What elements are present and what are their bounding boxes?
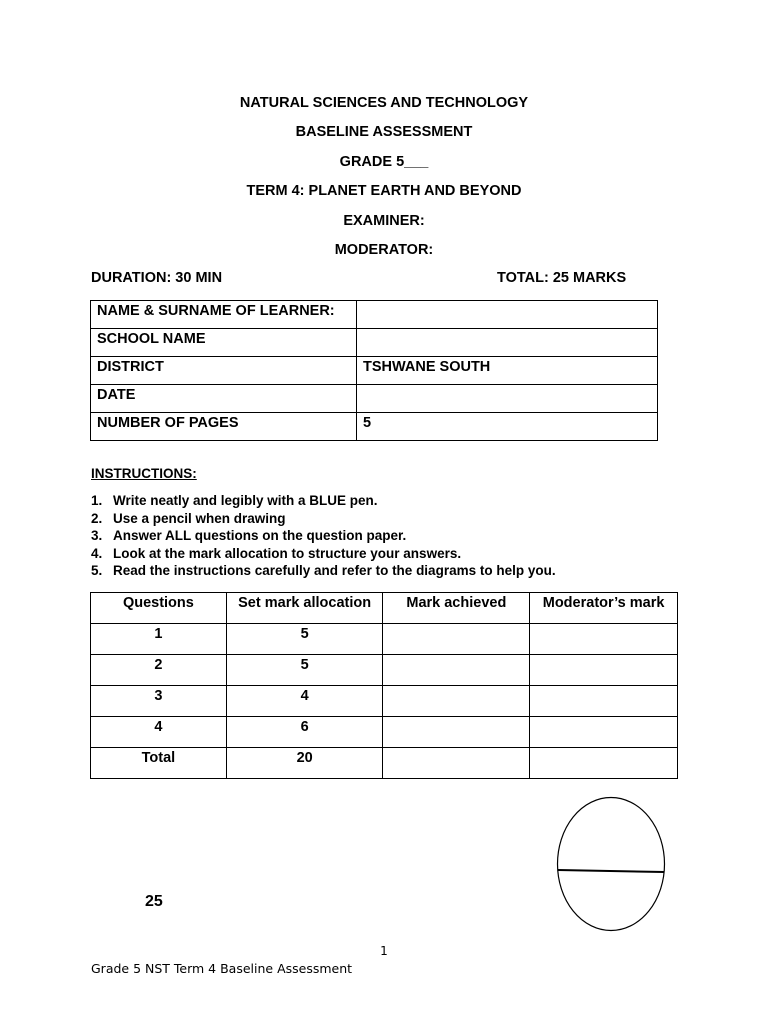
moderator-cell[interactable] (530, 748, 678, 779)
item-number: 5. (91, 563, 103, 578)
item-text: Write neatly and legibly with a BLUE pen. (113, 493, 378, 508)
achieved-cell[interactable] (383, 686, 530, 717)
info-label: NUMBER OF PAGES (91, 413, 357, 441)
achieved-cell[interactable] (383, 624, 530, 655)
list-item (91, 492, 556, 510)
question-cell: 2 (91, 655, 227, 686)
item-number: 2. (91, 510, 103, 526)
achieved-cell[interactable] (383, 748, 530, 779)
info-label: DISTRICT (91, 357, 357, 385)
table-row (91, 301, 658, 329)
list-item (91, 527, 556, 545)
question-cell: Total (91, 748, 227, 779)
column-header: Set mark allocation (226, 593, 383, 624)
allocation-cell: 5 (226, 655, 383, 686)
list-item (91, 545, 556, 563)
question-cell: 3 (91, 686, 227, 717)
assessment-title: BASELINE ASSESSMENT (295, 124, 473, 140)
allocation-cell: 5 (226, 624, 383, 655)
table-header-row (91, 593, 678, 624)
question-cell: 4 (91, 717, 227, 748)
moderator-cell[interactable] (530, 686, 678, 717)
instructions-title: INSTRUCTIONS: (91, 466, 197, 481)
allocation-cell: 6 (226, 717, 383, 748)
item-number: 4. (91, 545, 103, 561)
grade-title: GRADE 5___ (339, 154, 429, 170)
item-text: Read the instructions carefully and refer to the diagrams to help you. (113, 563, 556, 578)
total-marks: TOTAL: 25 MARKS (497, 270, 627, 286)
table-row (91, 385, 658, 413)
table-row (91, 655, 678, 686)
moderator-cell[interactable] (530, 717, 678, 748)
moderator-cell[interactable] (530, 655, 678, 686)
table-row (91, 624, 678, 655)
achieved-cell[interactable] (383, 655, 530, 686)
item-number: 3. (91, 528, 103, 543)
info-label: DATE (91, 385, 357, 413)
instructions-list (91, 492, 556, 580)
table-row (91, 686, 678, 717)
table-row (91, 413, 658, 441)
moderator-label: MODERATOR: (334, 242, 434, 258)
question-cell: 1 (91, 624, 227, 655)
column-header: Questions (91, 593, 227, 624)
item-text: Look at the mark allocation to structure your answers. (113, 545, 462, 561)
subject-title: NATURAL SCIENCES AND TECHNOLOGY (239, 95, 529, 111)
term-title: TERM 4: PLANET EARTH AND BEYOND (246, 183, 522, 199)
info-label: SCHOOL NAME (91, 329, 357, 357)
page-number: 1 (380, 944, 388, 958)
footer-text: Grade 5 NST Term 4 Baseline Assessment (91, 961, 353, 976)
item-text: Use a pencil when drawing (113, 510, 286, 526)
info-value[interactable]: TSHWANE SOUTH (357, 357, 658, 385)
moderator-cell[interactable] (530, 624, 678, 655)
list-item (91, 510, 556, 528)
list-item (91, 562, 556, 580)
info-value[interactable] (357, 301, 658, 329)
info-value[interactable] (357, 385, 658, 413)
duration: DURATION: 30 MIN (91, 270, 223, 286)
info-label: NAME & SURNAME OF LEARNER: (91, 301, 357, 329)
score-oval (556, 796, 666, 932)
achieved-cell[interactable] (383, 717, 530, 748)
info-value[interactable]: 5 (357, 413, 658, 441)
item-text: Answer ALL questions on the question paper. (113, 528, 407, 543)
examiner-label: EXAMINER: (343, 213, 425, 229)
table-row (91, 329, 658, 357)
table-row (91, 357, 658, 385)
learner-info-table (90, 300, 658, 441)
column-header: Moderator’s mark (530, 593, 678, 624)
item-number: 1. (91, 493, 103, 508)
table-row-total (91, 748, 678, 779)
table-row (91, 717, 678, 748)
mark-allocation-table (90, 592, 678, 779)
info-value[interactable] (357, 329, 658, 357)
score-total: 25 (145, 893, 163, 910)
allocation-cell: 20 (226, 748, 383, 779)
column-header: Mark achieved (383, 593, 530, 624)
allocation-cell: 4 (226, 686, 383, 717)
